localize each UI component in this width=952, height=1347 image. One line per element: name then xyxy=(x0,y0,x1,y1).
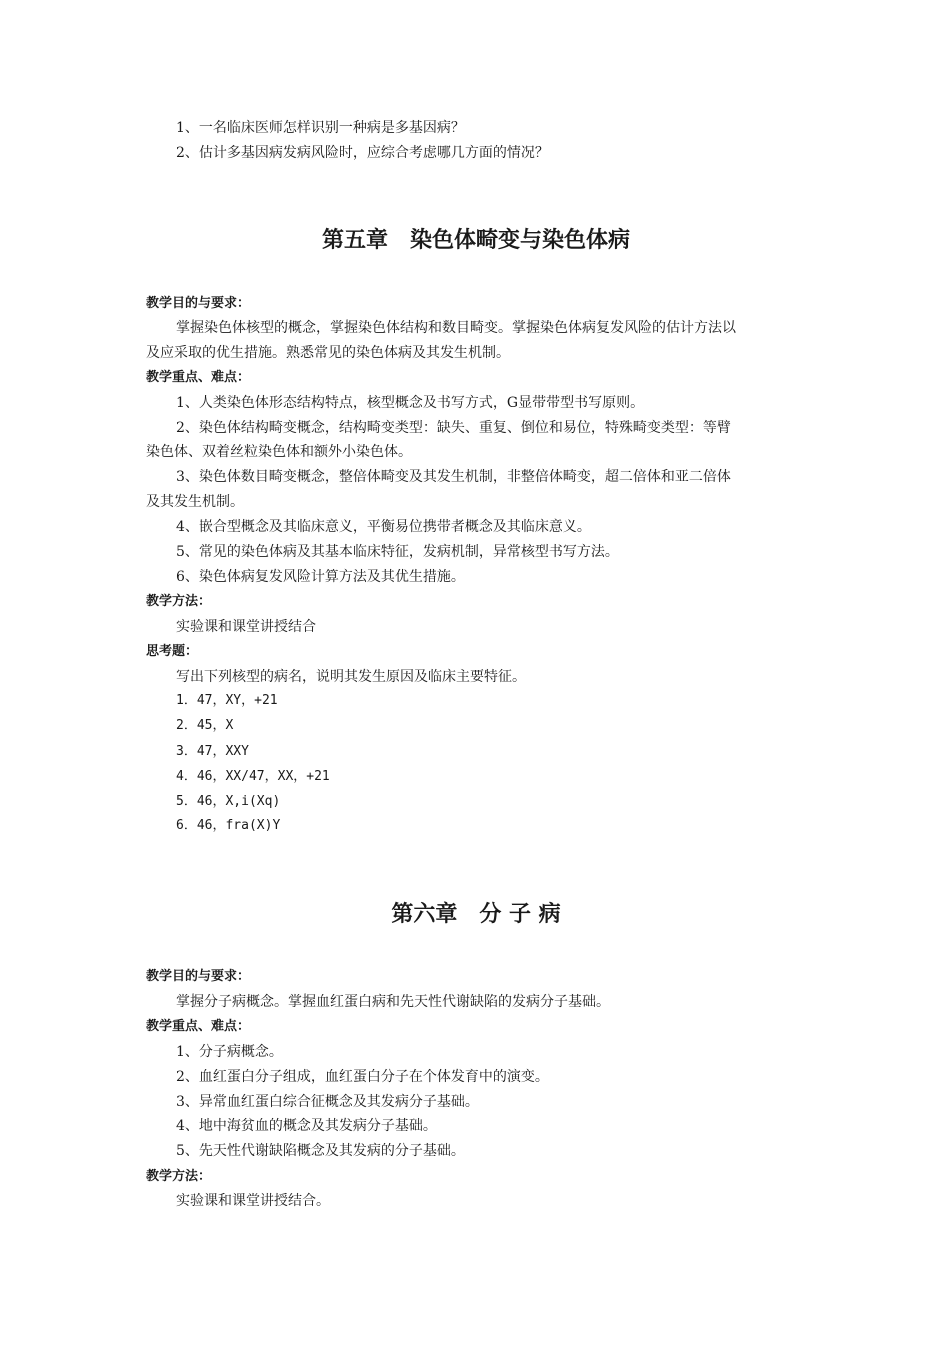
keypoint-item: 2、染色体结构畸变概念，结构畸变类型：缺失、重复、倒位和易位，特殊畸变类型：等臂 xyxy=(176,420,731,436)
karyotype-item: 4．46，XX/47，XX，+21 xyxy=(176,769,330,784)
chapter-title: 第五章 染色体畸变与染色体病 xyxy=(321,228,630,253)
keypoints-label: 教学重点、难点： xyxy=(146,370,251,385)
keypoint-item: 染色体、双着丝粒染色体和额外小染色体。 xyxy=(146,444,412,460)
objectives-text: 掌握染色体核型的概念，掌握染色体结构和数目畸变。掌握染色体病复发风险的估计方法以 xyxy=(176,320,736,336)
karyotype-item: 6．46，fra(X)Y xyxy=(176,818,281,833)
karyotype-item: 2．45，X xyxy=(176,718,234,733)
objectives-label: 教学目的与要求： xyxy=(146,969,251,984)
keypoint-item: 6、染色体病复发风险计算方法及其优生措施。 xyxy=(176,569,465,585)
methods-label: 教学方法： xyxy=(146,594,212,609)
objectives-label: 教学目的与要求： xyxy=(146,296,251,311)
keypoint-item: 3、染色体数目畸变概念，整倍体畸变及其发生机制，非整倍体畸变，超二倍体和亚二倍体 xyxy=(176,469,731,485)
keypoint-item: 5、先天性代谢缺陷概念及其发病的分子基础。 xyxy=(176,1143,465,1159)
keypoint-item: 3、异常血红蛋白综合征概念及其发病分子基础。 xyxy=(176,1094,479,1110)
keypoints-label: 教学重点、难点： xyxy=(146,1019,251,1034)
keypoint-item: 5、常见的染色体病及其基本临床特征，发病机制，异常核型书写方法。 xyxy=(176,544,619,560)
question-item: 1、一名临床医师怎样识别一种病是多基因病？ xyxy=(176,120,465,136)
karyotype-item: 1．47，XY，+21 xyxy=(176,693,278,708)
keypoint-item: 4、地中海贫血的概念及其发病分子基础。 xyxy=(176,1118,437,1134)
keypoint-item: 2、血红蛋白分子组成，血红蛋白分子在个体发育中的演变。 xyxy=(176,1069,549,1085)
questions-intro: 写出下列核型的病名，说明其发生原因及临床主要特征。 xyxy=(176,669,526,685)
keypoint-item: 1、人类染色体形态结构特点，核型概念及书写方式，G显带带型书写原则。 xyxy=(176,395,645,411)
karyotype-item: 5．46，X,i(Xq) xyxy=(176,794,281,809)
keypoint-item: 及其发生机制。 xyxy=(146,494,244,510)
objectives-text: 掌握分子病概念。掌握血红蛋白病和先天性代谢缺陷的发病分子基础。 xyxy=(176,994,610,1010)
methods-label: 教学方法： xyxy=(146,1169,212,1184)
questions-label: 思考题： xyxy=(146,644,199,659)
question-item: 2、估计多基因病发病风险时，应综合考虑哪几方面的情况？ xyxy=(176,145,549,161)
methods-text: 实验课和课堂讲授结合。 xyxy=(176,1193,330,1209)
keypoint-item: 1、分子病概念。 xyxy=(176,1044,283,1060)
chapter-title: 第六章 分 子 病 xyxy=(391,902,561,927)
methods-text: 实验课和课堂讲授结合 xyxy=(176,619,316,635)
keypoint-item: 4、嵌合型概念及其临床意义，平衡易位携带者概念及其临床意义。 xyxy=(176,519,591,535)
objectives-text: 及应采取的优生措施。熟悉常见的染色体病及其发生机制。 xyxy=(146,345,510,361)
karyotype-item: 3．47，XXY xyxy=(176,744,249,759)
